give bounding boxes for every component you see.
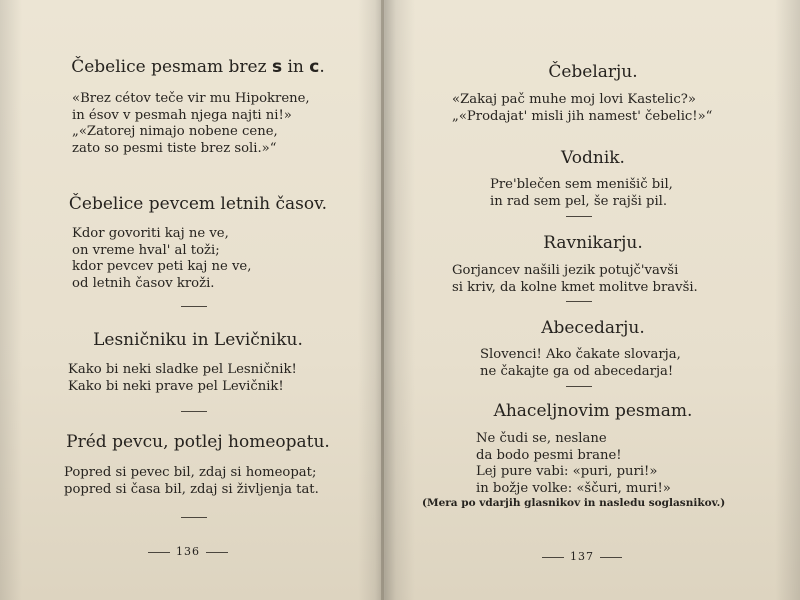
- section-divider: [566, 216, 592, 217]
- dash: [206, 552, 228, 553]
- verse-line: Lej pure vabi: «puri, puri!»: [476, 464, 658, 479]
- section-title: Abecedarju.: [541, 318, 645, 338]
- section-divider: [181, 411, 207, 412]
- dash: [542, 557, 564, 558]
- verse: [68, 362, 297, 395]
- verse: [452, 263, 698, 296]
- verse-line: Slovenci! Ako čakate slovarja,: [480, 347, 681, 362]
- section-title: Préd pevcu, potlej homeopatu.: [66, 432, 330, 452]
- right-page: [386, 0, 800, 600]
- section-title: Čebelarju.: [548, 62, 638, 82]
- verse-line: Kako bi neki prave pel Levičnik!: [68, 378, 284, 394]
- section-divider: [181, 517, 207, 518]
- verse-line: Gorjancev našili jezik potujč'vavši: [452, 263, 679, 278]
- title-text: in: [282, 57, 310, 77]
- verse: [476, 431, 671, 497]
- section-title: Ravnikarju.: [543, 233, 643, 253]
- verse-line: Kdor govoriti kaj ne ve,: [72, 226, 229, 241]
- title-text: Čebelice pesmam brez: [71, 57, 272, 77]
- page-number-text: 136: [176, 545, 200, 558]
- verse: [490, 177, 673, 210]
- section-title: Čebelice pevcem letnih časov.: [68, 194, 328, 214]
- verse-line: «Zakaj pač muhe moj lovi Kastelic?»: [452, 92, 696, 107]
- verse-line: „«Prodajat' misli jih namest' čebelic!»“: [452, 108, 713, 124]
- verse-line: si kriv, da kolne kmet molitve bravši.: [452, 279, 698, 295]
- section-title: [0, 57, 384, 77]
- verse-line: on vreme hval' al toži;: [72, 242, 220, 258]
- section-divider: [566, 301, 592, 302]
- verse-line: popred si časa bil, zdaj si življenja tat.: [64, 481, 319, 497]
- title-letter-s: s: [271, 57, 283, 77]
- dash: [148, 552, 170, 553]
- book-gutter: [381, 0, 384, 600]
- meter-note: (Mera po vdarjih glasnikov in nasledu soglasnikov.): [422, 497, 726, 509]
- verse: [480, 347, 681, 380]
- dash: [600, 557, 622, 558]
- verse-line: Pre'blečen sem menišič bil,: [490, 177, 673, 192]
- verse-line: Popred si pevec bil, zdaj si homeopat;: [64, 465, 317, 480]
- left-page: [0, 0, 384, 600]
- section-divider: [566, 386, 592, 387]
- verse-line: kdor pevcev peti kaj ne ve,: [72, 259, 252, 274]
- verse: [72, 226, 251, 292]
- section-divider: [181, 306, 207, 307]
- verse-line: in rad sem pel, še rajši pil.: [490, 193, 668, 209]
- verse-line: „«Zatorej nimajo nobene cene,: [72, 124, 278, 139]
- verse-line: zato so pesmi tiste brez soli.»“: [72, 140, 277, 156]
- page-number-text: 137: [570, 550, 594, 563]
- section-title: Ahaceljnovim pesmam.: [493, 401, 693, 421]
- verse: [64, 465, 319, 498]
- verse: [72, 91, 310, 157]
- verse-line: Ne čudi se, neslane: [476, 431, 607, 446]
- verse-line: «Brez cétov teče vir mu Hipokrene,: [72, 91, 310, 106]
- title-letter-c: c: [309, 57, 320, 77]
- verse-line: ne čakajte ga od abecedarja!: [480, 363, 674, 379]
- verse: [452, 92, 712, 125]
- page-number: [142, 545, 234, 558]
- page-number: [536, 550, 628, 563]
- section-title: Vodnik.: [561, 148, 625, 168]
- verse-line: in božje volke: «ščuri, muri!»: [476, 480, 671, 496]
- verse-line: da bodo pesmi brane!: [476, 447, 622, 463]
- verse-line: Kako bi neki sladke pel Lesničnik!: [68, 362, 297, 377]
- title-text: .: [319, 57, 325, 77]
- section-title: Lesničniku in Levičniku.: [93, 330, 303, 350]
- verse-line: od letnih časov kroži.: [72, 275, 215, 291]
- verse-line: in ésov v pesmah njega najti ni!»: [72, 107, 292, 123]
